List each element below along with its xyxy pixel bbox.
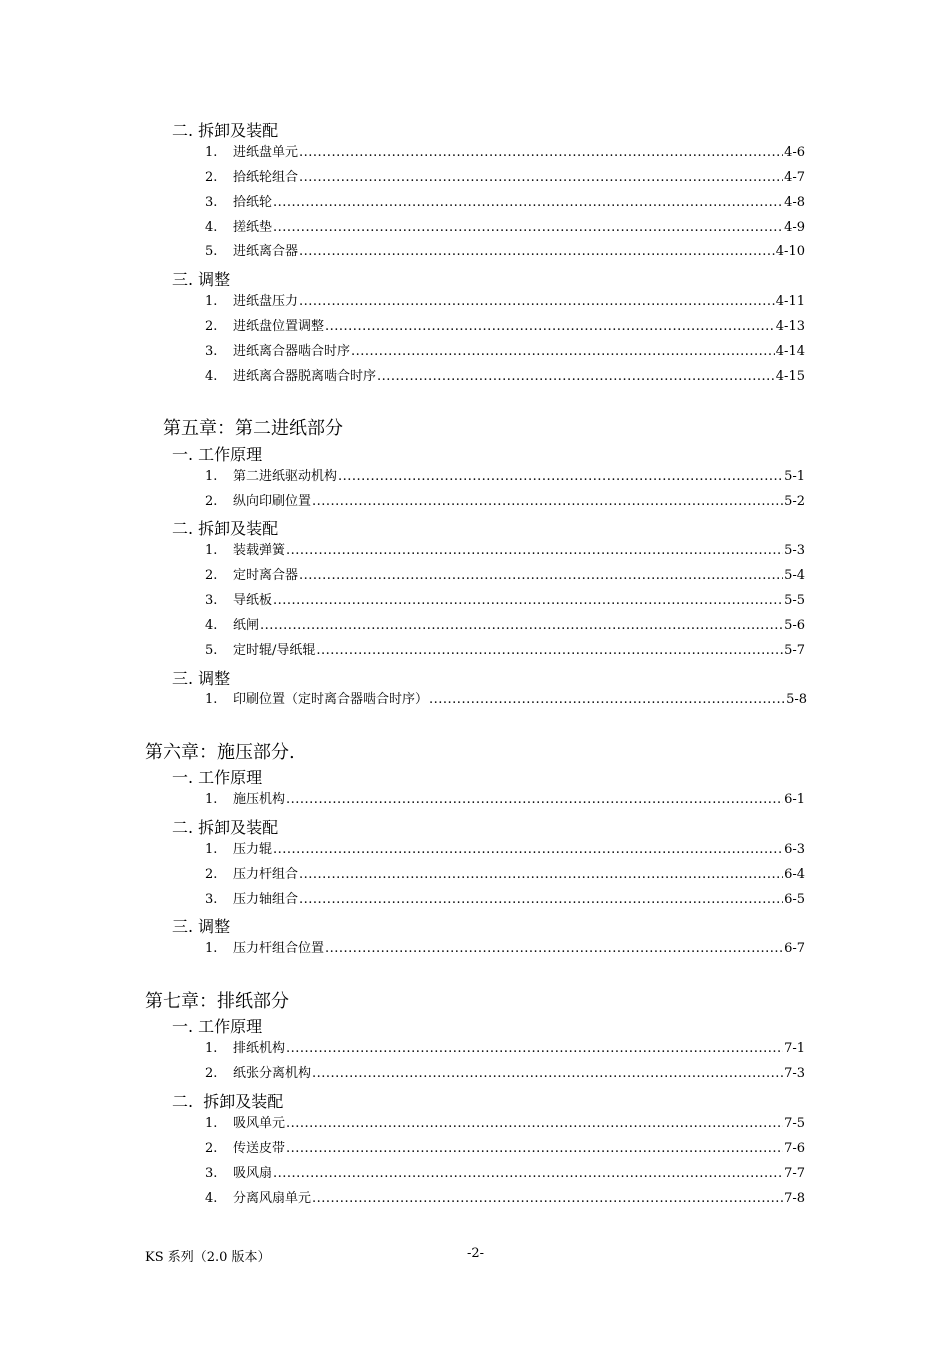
chapter-5-heading: 第五章：第二进纸部分	[163, 418, 343, 439]
dot-leader	[286, 1139, 783, 1159]
chapter-6-heading: 第六章：施压部分.	[145, 742, 295, 763]
entry-number: 5.	[205, 244, 218, 259]
dot-leader	[299, 566, 783, 586]
dot-leader	[299, 890, 783, 910]
dot-leader	[312, 492, 783, 512]
entry-number: 4.	[205, 220, 218, 235]
entry-page: 5-6	[784, 618, 805, 633]
toc-entry[interactable]	[205, 865, 805, 885]
entry-title: 装载弹簧	[233, 543, 286, 558]
toc-entry[interactable]	[205, 342, 805, 362]
ch5-sec3-heading: 三. 调整	[172, 669, 231, 688]
dot-leader	[325, 317, 775, 337]
entry-title: 印刷位置（定时离合器啮合时序）	[233, 692, 429, 707]
entry-title: 纵向印刷位置	[233, 494, 312, 509]
toc-entry[interactable]	[205, 939, 805, 959]
entry-number: 2.	[205, 867, 218, 882]
entry-page: 5-5	[784, 593, 805, 608]
entry-page: 5-2	[784, 494, 805, 509]
entry-number: 1.	[205, 1041, 218, 1056]
entry-number: 3.	[205, 593, 218, 608]
toc-entry[interactable]	[205, 616, 805, 636]
dot-leader	[299, 168, 783, 188]
dot-leader	[429, 690, 785, 710]
entry-title: 传送皮带	[233, 1141, 286, 1156]
dot-leader	[286, 1039, 783, 1059]
ch6-sec1-heading: 一. 工作原理	[172, 768, 263, 787]
ch6-sec3-heading: 三. 调整	[172, 917, 231, 936]
entry-number: 2.	[205, 568, 218, 583]
toc-entry[interactable]	[205, 591, 805, 611]
dot-leader	[286, 1114, 783, 1134]
entry-title: 拾纸轮组合	[233, 170, 299, 185]
entry-number: 2.	[205, 1141, 218, 1156]
ch6-sec2-heading: 二. 拆卸及装配	[172, 818, 279, 837]
entry-number: 1.	[205, 941, 218, 956]
entry-page: 6-7	[784, 941, 805, 956]
toc-entry[interactable]	[205, 541, 805, 561]
entry-page: 4-15	[775, 369, 805, 384]
toc-entry[interactable]	[205, 168, 805, 188]
entry-title: 纸张分离机构	[233, 1066, 312, 1081]
entry-title: 压力杆组合位置	[233, 941, 325, 956]
toc-entry[interactable]	[205, 292, 805, 312]
entry-number: 1.	[205, 792, 218, 807]
toc-entry[interactable]	[205, 367, 805, 387]
dot-leader	[299, 143, 783, 163]
entry-number: 1.	[205, 692, 218, 707]
toc-entry[interactable]	[205, 1039, 805, 1059]
dot-leader	[273, 218, 783, 238]
entry-number: 3.	[205, 195, 218, 210]
entry-number: 3.	[205, 344, 218, 359]
toc-entry[interactable]	[205, 641, 805, 661]
entry-number: 2.	[205, 1066, 218, 1081]
entry-number: 1.	[205, 469, 218, 484]
entry-page: 7-6	[784, 1141, 805, 1156]
toc-entry[interactable]	[205, 1189, 805, 1209]
entry-page: 4-8	[784, 195, 805, 210]
entry-number: 1.	[205, 842, 218, 857]
toc-entry[interactable]	[205, 890, 805, 910]
entry-number: 3.	[205, 892, 218, 907]
dot-leader	[299, 242, 775, 262]
dot-leader	[351, 342, 775, 362]
entry-page: 4-6	[784, 145, 805, 160]
entry-title: 进纸盘单元	[233, 145, 299, 160]
entry-title: 分离风扇单元	[233, 1191, 312, 1206]
toc-entry[interactable]	[205, 566, 805, 586]
toc-entry[interactable]	[205, 193, 805, 213]
entry-title: 进纸盘位置调整	[233, 319, 325, 334]
entry-title: 进纸离合器	[233, 244, 299, 259]
entry-page: 7-5	[784, 1116, 805, 1131]
ch4-sec2-heading: 二. 拆卸及装配	[172, 121, 279, 140]
entry-page: 6-1	[784, 792, 805, 807]
footer-page-number: -2-	[467, 1246, 485, 1261]
entry-title: 压力辊	[233, 842, 273, 857]
entry-page: 7-1	[784, 1041, 805, 1056]
entry-page: 4-7	[784, 170, 805, 185]
entry-number: 1.	[205, 294, 218, 309]
toc-entry[interactable]	[205, 218, 805, 238]
toc-entry[interactable]	[205, 242, 805, 262]
ch7-sec2-heading: 二. 拆卸及装配	[172, 1092, 284, 1111]
toc-entry[interactable]	[205, 840, 805, 860]
entry-page: 5-7	[784, 643, 805, 658]
ch7-sec1-heading: 一. 工作原理	[172, 1017, 263, 1036]
entry-title: 导纸板	[233, 593, 273, 608]
entry-page: 5-3	[784, 543, 805, 558]
entry-title: 进纸离合器脱离啮合时序	[233, 369, 377, 384]
entry-page: 4-13	[775, 319, 805, 334]
dot-leader	[273, 591, 783, 611]
entry-title: 进纸离合器啮合时序	[233, 344, 351, 359]
chapter-7-heading: 第七章：排纸部分	[145, 991, 289, 1012]
entry-page: 4-9	[784, 220, 805, 235]
dot-leader	[338, 467, 783, 487]
dot-leader	[260, 616, 783, 636]
entry-number: 4.	[205, 1191, 218, 1206]
dot-leader	[286, 790, 783, 810]
entry-title: 第二进纸驱动机构	[233, 469, 338, 484]
entry-title: 压力轴组合	[233, 892, 299, 907]
dot-leader	[325, 939, 783, 959]
toc-entry[interactable]	[205, 1114, 805, 1134]
entry-page: 6-4	[784, 867, 805, 882]
entry-page: 5-1	[784, 469, 805, 484]
dot-leader	[299, 865, 783, 885]
entry-number: 4.	[205, 618, 218, 633]
entry-number: 2.	[205, 170, 218, 185]
entry-page: 7-3	[784, 1066, 805, 1081]
entry-page: 5-8	[786, 692, 807, 707]
toc-entry[interactable]	[205, 143, 805, 163]
ch5-sec1-heading: 一. 工作原理	[172, 445, 263, 464]
toc-entry[interactable]	[205, 317, 805, 337]
dot-leader	[312, 1064, 783, 1084]
toc-entry[interactable]	[205, 790, 805, 810]
entry-number: 1.	[205, 145, 218, 160]
ch4-sec3-heading: 三. 调整	[172, 270, 231, 289]
entry-page: 6-5	[784, 892, 805, 907]
dot-leader	[316, 641, 783, 661]
entry-title: 进纸盘压力	[233, 294, 299, 309]
dot-leader	[286, 541, 783, 561]
toc-entry[interactable]	[205, 690, 807, 710]
ch5-sec2-heading: 二. 拆卸及装配	[172, 519, 279, 538]
dot-leader	[312, 1189, 783, 1209]
entry-title: 纸闸	[233, 618, 260, 633]
entry-page: 7-7	[784, 1166, 805, 1181]
footer-doc-title: KS 系列（2.0 版本）	[145, 1250, 271, 1265]
entry-page: 4-11	[775, 294, 805, 309]
entry-title: 排纸机构	[233, 1041, 286, 1056]
dot-leader	[273, 840, 783, 860]
toc-entry[interactable]	[205, 492, 805, 512]
entry-page: 4-10	[775, 244, 805, 259]
entry-page: 7-8	[784, 1191, 805, 1206]
dot-leader	[377, 367, 775, 387]
entry-title: 拾纸轮	[233, 195, 273, 210]
entry-title: 压力杆组合	[233, 867, 299, 882]
dot-leader	[299, 292, 775, 312]
entry-title: 搓纸垫	[233, 220, 273, 235]
entry-number: 1.	[205, 1116, 218, 1131]
entry-page: 6-3	[784, 842, 805, 857]
entry-title: 定时离合器	[233, 568, 299, 583]
entry-title: 吸风扇	[233, 1166, 273, 1181]
toc-entry[interactable]	[205, 1064, 805, 1084]
toc-entry[interactable]	[205, 467, 805, 487]
entry-page: 4-14	[775, 344, 805, 359]
entry-number: 1.	[205, 543, 218, 558]
entry-title: 吸风单元	[233, 1116, 286, 1131]
entry-number: 3.	[205, 1166, 218, 1181]
toc-entry[interactable]	[205, 1139, 805, 1159]
entry-number: 2.	[205, 494, 218, 509]
dot-leader	[273, 193, 783, 213]
entry-page: 5-4	[784, 568, 805, 583]
entry-number: 2.	[205, 319, 218, 334]
entry-number: 4.	[205, 369, 218, 384]
entry-title: 定时辊/导纸辊	[233, 643, 316, 658]
entry-title: 施压机构	[233, 792, 286, 807]
dot-leader	[273, 1164, 783, 1184]
entry-number: 5.	[205, 643, 218, 658]
toc-entry[interactable]	[205, 1164, 805, 1184]
